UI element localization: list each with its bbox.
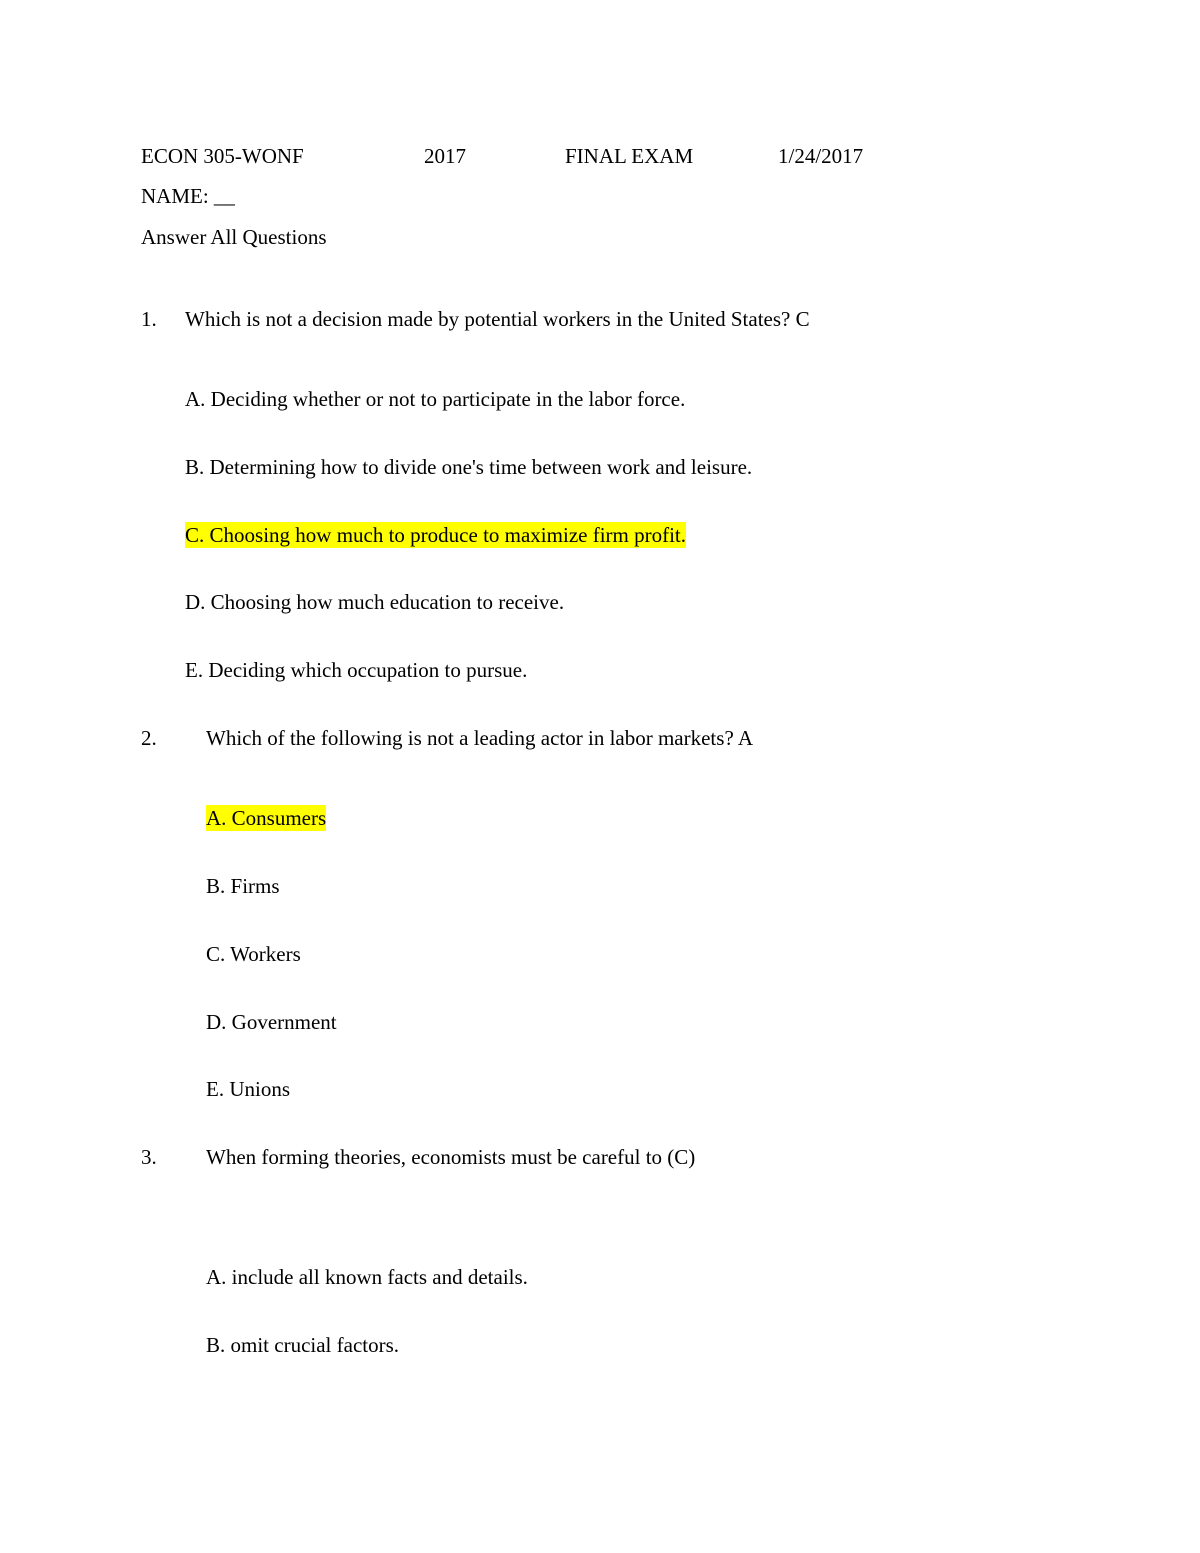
option-letter: B. [206,874,226,898]
question-number: 1. [141,307,157,331]
question-number: 2. [141,726,157,750]
answer-option [185,454,752,480]
option-text: Determining how to divide one's time between work and leisure. [209,455,753,479]
option-text: Choosing how much to produce to maximize firm profit. [209,523,687,547]
exam-title: FINAL EXAM [565,144,694,168]
option-text: Unions [229,1077,291,1101]
exam-date: 1/24/2017 [778,144,864,168]
option-letter: B. [185,455,205,479]
option-text: Workers [230,942,301,966]
answer-option [206,1076,290,1102]
option-text: Firms [230,874,280,898]
option-letter: D. [206,1010,227,1034]
option-text: Consumers [231,806,327,830]
option-letter: A. [206,806,227,830]
instructions: Answer All Questions [141,225,327,249]
answer-option [206,873,280,899]
option-text: Deciding which occupation to pursue. [208,658,528,682]
exam-year: 2017 [424,144,466,168]
answer-option [185,589,564,615]
course-code: ECON 305-WONF [141,144,304,168]
question-text: Which of the following is not a leading actor in labor markets? A [206,726,754,750]
question-text: When forming theories, economists must be careful to (C) [206,1145,696,1169]
option-letter: C. [206,942,226,966]
name-field-label: NAME: __ [141,184,235,208]
answer-option [206,1264,528,1290]
answer-option-highlighted [206,805,326,831]
answer-option-highlighted [185,522,686,548]
question-number: 3. [141,1145,157,1169]
answer-option [185,657,527,683]
option-letter: E. [206,1077,225,1101]
option-letter: B. [206,1333,226,1357]
option-text: Deciding whether or not to participate in the labor force. [210,387,686,411]
option-letter: D. [185,590,206,614]
option-text: include all known facts and details. [231,1265,528,1289]
answer-option [206,1332,399,1358]
option-text: Government [231,1010,337,1034]
answer-option [185,386,685,412]
option-letter: A. [206,1265,227,1289]
option-text: Choosing how much education to receive. [210,590,565,614]
option-letter: C. [185,523,205,547]
option-text: omit crucial factors. [230,1333,400,1357]
answer-option [206,941,301,967]
question-text: Which is not a decision made by potential workers in the United States? C [185,307,810,331]
answer-option [206,1009,337,1035]
option-letter: E. [185,658,204,682]
option-letter: A. [185,387,206,411]
